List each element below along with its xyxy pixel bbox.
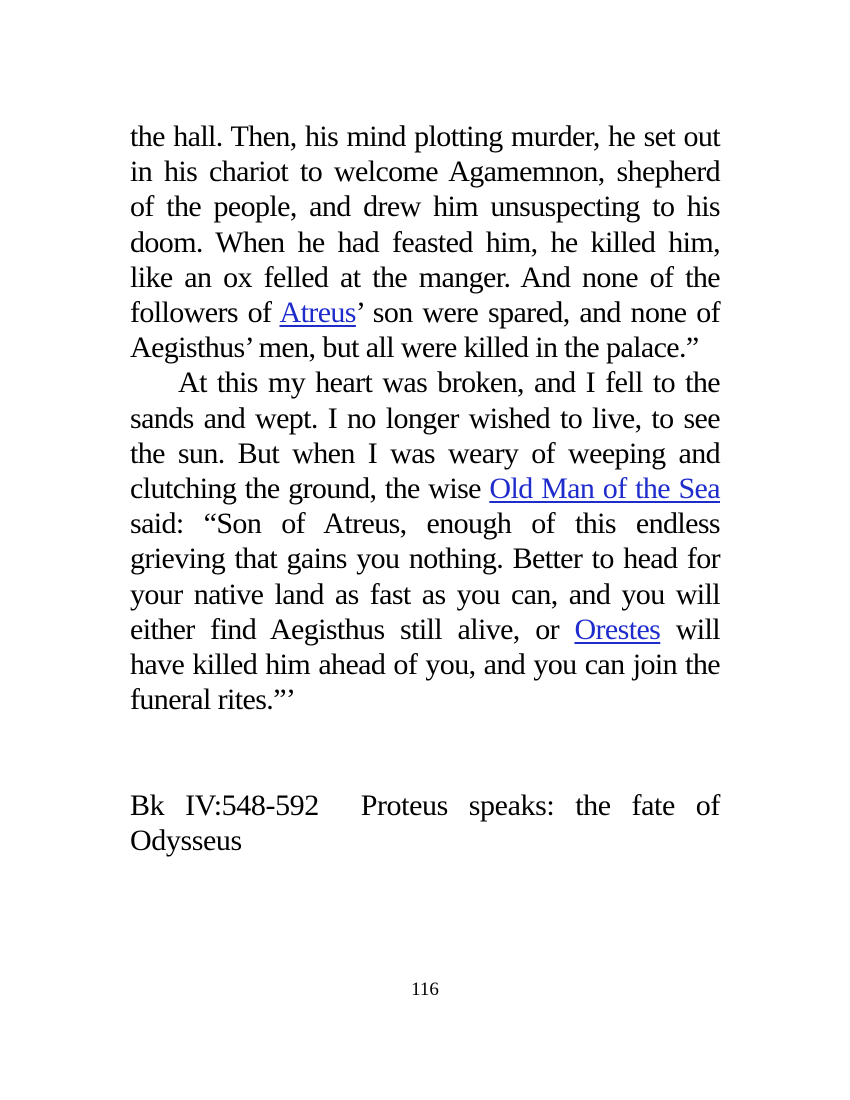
orestes-link[interactable]: Orestes: [574, 612, 661, 646]
old-man-of-the-sea-link[interactable]: Old Man of the Sea: [489, 472, 720, 506]
text-run: said: “Son of Atreus, enough of this endless grieving that gains you nothing. Better to head for your native land as fast as you can, and you will either find Aegisthus still alive, or: [130, 507, 720, 646]
section-heading: [130, 788, 720, 858]
section-title: Proteus speaks: the fate of Odysseus: [130, 789, 720, 858]
section-reference: Bk IV:548-592: [130, 789, 319, 822]
text-run: ’ son were spared, and none of Aegisthus’ men, but all were killed in the palace.”: [130, 296, 720, 365]
body-text: [130, 119, 720, 717]
atreus-link[interactable]: Atreus: [279, 296, 356, 330]
paragraph: [130, 365, 720, 717]
text-run: the hall. Then, his mind plotting murder, he set out in his chariot to welcome Agamemnon, shepherd of the people, and drew him unsuspecting to his doom. When he had feasted him, he killed him, like an ox felled at the manger. And none of the followers of: [130, 120, 720, 330]
text-run: At this my heart was broken, and I fell to the sands and wept. I no longer wished to live, to see the sun. But when I was weary of weeping and clutching the ground, the wise: [130, 366, 720, 506]
text-run: will have killed him ahead of you, and you can join the funeral rites.”’: [130, 612, 721, 717]
page-number: 116: [411, 979, 439, 1000]
paragraph-continuation: [130, 119, 720, 365]
